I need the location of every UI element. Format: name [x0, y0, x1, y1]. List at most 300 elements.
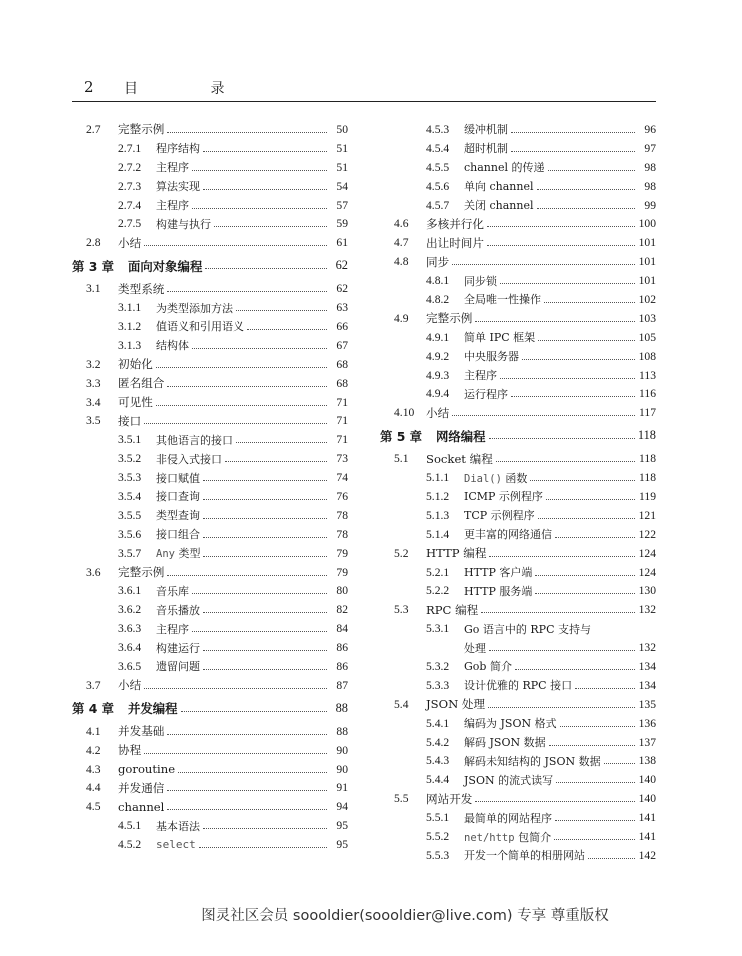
toc-leader-dots	[167, 734, 327, 735]
toc-entry-number: 4.5.7	[426, 198, 450, 212]
toc-entry	[72, 298, 348, 317]
toc-page-number: 76	[336, 489, 348, 503]
toc-entry-title: 缓冲机制	[464, 123, 508, 137]
toc-entry	[72, 506, 348, 525]
toc-page-number: 86	[336, 641, 348, 655]
toc-leader-dots	[203, 669, 327, 670]
toc-entry-title: 基本语法	[156, 819, 200, 833]
toc-entry-title: 解码 JSON 数据	[464, 736, 546, 750]
toc-entry-title: 遗留问题	[156, 660, 200, 674]
toc-page-number: 135	[638, 697, 656, 711]
toc-page-number: 113	[639, 368, 656, 382]
toc-entry-title: Dial() 函数	[464, 471, 528, 485]
toc-leader-dots	[489, 650, 635, 651]
toc-entry-title: 为类型添加方法	[156, 301, 233, 315]
toc-page-number: 140	[638, 773, 656, 787]
toc-entry-number: 3.5.6	[118, 527, 142, 541]
toc-entry-number: 第 3 章	[72, 258, 115, 274]
toc-entry-number: 2.7.5	[118, 217, 142, 231]
toc-entry-title: 开发一个简单的相册网站	[464, 849, 585, 863]
toc-leader-dots	[530, 480, 635, 481]
toc-leader-dots	[538, 518, 635, 519]
toc-entry-number: 4.9.1	[426, 330, 450, 344]
toc-leader-dots	[167, 809, 327, 810]
toc-chapter-entry	[72, 252, 348, 279]
toc-entry-number: 5.3.3	[426, 678, 450, 692]
toc-page-number: 117	[639, 406, 656, 420]
toc-entry-number: 3.3	[86, 376, 101, 390]
toc-entry	[380, 770, 656, 789]
toc-entry-title: 编码为 JSON 格式	[464, 717, 557, 731]
toc-page-number: 50	[336, 122, 348, 136]
toc-entry-title: 多核并行化	[426, 216, 484, 231]
footer-watermark: 图灵社区会员 soooldier(soooldier@live.com) 专享 尊重版权	[201, 908, 609, 924]
toc-entry-title: 类型查询	[156, 509, 200, 523]
toc-entry-number: 3.5.3	[118, 471, 142, 485]
toc-entry-title: 类型系统	[118, 281, 165, 296]
toc-entry-title: 主程序	[156, 199, 189, 212]
toc-entry-number: 4.2	[86, 743, 101, 757]
toc-entry-title: goroutine	[118, 762, 176, 777]
toc-leader-dots	[475, 801, 635, 802]
toc-entry-title: 出让时间片	[426, 235, 484, 250]
toc-entry-number: 4.5.2	[118, 838, 142, 852]
toc-entry-number: 5.3	[394, 603, 409, 617]
toc-entry-number: 5.3.2	[426, 659, 450, 673]
toc-page-number: 59	[336, 217, 348, 231]
toc-entry-title: 匿名组合	[118, 376, 165, 391]
toc-entry	[380, 808, 656, 827]
toc-page-number: 62	[335, 258, 348, 273]
toc-entry-number: 4.9.3	[426, 368, 450, 382]
toc-entry-title: 小结	[118, 235, 142, 250]
toc-entry	[380, 563, 656, 582]
toc-page-number: 95	[336, 838, 348, 852]
toc-page-number: 97	[644, 141, 656, 155]
toc-entry	[72, 722, 348, 741]
toc-leader-dots	[167, 575, 327, 576]
toc-leader-dots	[452, 264, 635, 265]
toc-entry	[72, 430, 348, 449]
toc-entry-title: ICMP 示例程序	[464, 490, 543, 504]
toc-entry-title: 网络编程	[436, 428, 486, 444]
toc-entry-number: 5.4.4	[426, 773, 450, 787]
toc-page-number: 119	[639, 489, 656, 503]
toc-entry	[72, 449, 348, 468]
toc-entry-number: 2.7.3	[118, 179, 142, 193]
toc-entry-number: 4.8.1	[426, 274, 450, 288]
toc-entry-number: 4.10	[394, 406, 415, 420]
toc-entry-title: HTTP 服务端	[464, 584, 533, 598]
toc-entry-number: 4.5.3	[426, 122, 450, 136]
toc-page-number: 73	[336, 452, 348, 466]
toc-page-number: 105	[638, 330, 656, 344]
toc-entry	[380, 827, 656, 846]
toc-entry-title: channel 的传递	[464, 161, 545, 175]
toc-page-number: 142	[638, 848, 656, 862]
toc-leader-dots	[203, 650, 327, 651]
toc-leader-dots	[203, 518, 327, 519]
toc-leader-dots	[156, 405, 327, 406]
toc-entry-number: 3.1	[86, 282, 101, 296]
toc-page-number: 78	[336, 508, 348, 522]
toc-page-number: 138	[638, 754, 656, 768]
toc-entry-number: 3.6.2	[118, 603, 142, 617]
toc-entry	[380, 384, 656, 403]
toc-entry	[380, 676, 656, 695]
toc-entry-title: 简单 IPC 框架	[464, 331, 536, 345]
toc-entry-title: 构建与执行	[156, 217, 211, 231]
toc-page-number: 80	[336, 584, 348, 598]
toc-page-number: 101	[638, 274, 656, 288]
toc-entry	[380, 733, 656, 752]
toc-leader-dots	[588, 858, 635, 859]
toc-page-number: 90	[336, 743, 348, 757]
toc-entry-number: 4.9.2	[426, 349, 450, 363]
toc-entry-title: 单向 channel	[464, 180, 534, 194]
toc-entry	[72, 600, 348, 619]
toc-chapter-entry	[380, 422, 656, 449]
toc-entry-title: 值语义和引用语义	[156, 320, 244, 334]
toc-entry	[380, 366, 656, 385]
toc-entry	[72, 525, 348, 544]
toc-entry-title: 全局唯一性操作	[464, 293, 541, 307]
toc-leader-dots	[535, 575, 635, 576]
toc-entry-number: 4.9	[394, 311, 409, 325]
toc-page-number: 122	[638, 527, 656, 541]
toc-entry	[72, 741, 348, 760]
toc-entry-title: Socket 编程	[426, 451, 493, 466]
toc-page-number: 132	[638, 603, 656, 617]
toc-entry	[72, 139, 348, 158]
toc-entry-number: 3.6.1	[118, 584, 142, 598]
toc-entry	[72, 638, 348, 657]
toc-entry-number: 5.1.2	[426, 489, 450, 503]
toc-entry	[380, 525, 656, 544]
toc-entry-number: 4.5.4	[426, 141, 450, 155]
toc-leader-dots	[556, 782, 635, 783]
toc-entry	[380, 271, 656, 290]
toc-entry-number: 3.5.2	[118, 452, 142, 466]
toc-leader-dots	[236, 310, 327, 311]
toc-left-column	[72, 120, 348, 854]
toc-page-number: 98	[644, 160, 656, 174]
toc-entry-title: 完整示例	[118, 565, 165, 580]
toc-leader-dots	[560, 726, 635, 727]
toc-entry-title: 非侵入式接口	[156, 452, 222, 466]
toc-entry-number: 5.5.2	[426, 830, 450, 843]
toc-leader-dots	[488, 707, 635, 708]
toc-entry-number: 5.1.3	[426, 508, 450, 522]
toc-leader-dots	[522, 359, 635, 360]
toc-entry-title: 可见性	[118, 395, 153, 410]
toc-page-number: 90	[336, 762, 348, 776]
toc-entry	[380, 449, 656, 468]
page-header	[72, 78, 656, 100]
toc-leader-dots	[555, 537, 635, 538]
toc-leader-dots	[225, 461, 327, 462]
toc-leader-dots	[167, 132, 327, 133]
toc-page-number: 82	[336, 603, 348, 617]
toc-page-number: 141	[638, 830, 656, 843]
toc-entry	[72, 233, 348, 252]
toc-entry-title: 设计优雅的 RPC 接口	[464, 679, 573, 693]
toc-entry-title: 小结	[118, 678, 142, 693]
toc-page-number: 71	[336, 433, 348, 447]
toc-entry	[380, 638, 656, 657]
toc-entry-number: 3.5.1	[118, 433, 142, 447]
toc-page-number: 124	[638, 565, 656, 579]
toc-entry-number: 5.1.4	[426, 527, 450, 541]
toc-page-number: 66	[336, 319, 348, 333]
toc-leader-dots	[199, 847, 327, 848]
toc-entry	[72, 760, 348, 779]
toc-leader-dots	[538, 340, 635, 341]
toc-entry-title: HTTP 客户端	[464, 566, 533, 580]
toc-entry-number: 第 5 章	[380, 428, 423, 444]
toc-entry	[380, 600, 656, 619]
header-rule	[72, 101, 656, 102]
toc-entry-number: 4.5	[86, 800, 101, 814]
toc-entry-title: Go 语言中的 RPC 支持与	[464, 622, 591, 636]
toc-entry-number: 4.4	[86, 781, 101, 795]
toc-entry-number: 5.5	[394, 792, 409, 806]
toc-page-number: 141	[638, 811, 656, 825]
toc-entry	[380, 214, 656, 233]
toc-entry-title: net/http 包简介	[464, 830, 552, 844]
toc-page-number: 51	[336, 141, 348, 155]
toc-entry-title: 接口赋值	[156, 471, 200, 485]
toc-leader-dots	[144, 245, 327, 246]
toc-entry	[380, 752, 656, 771]
toc-leader-dots	[144, 688, 327, 689]
toc-page-number: 79	[336, 546, 348, 560]
toc-leader-dots	[511, 151, 635, 152]
toc-leader-dots	[548, 170, 636, 171]
toc-entry	[380, 487, 656, 506]
toc-leader-dots	[487, 226, 635, 227]
toc-entry-title: 结构体	[156, 339, 189, 353]
toc-page-number: 68	[336, 376, 348, 390]
toc-leader-dots	[546, 499, 635, 500]
toc-entry-number: 3.6.4	[118, 641, 142, 655]
toc-entry	[72, 657, 348, 676]
toc-page-number: 62	[336, 282, 348, 296]
toc-page-number: 103	[638, 311, 656, 325]
toc-page-number: 94	[336, 800, 348, 814]
toc-page-number: 98	[644, 179, 656, 193]
toc-entry-title: 音乐库	[156, 584, 189, 598]
toc-entry	[72, 676, 348, 695]
toc-entry	[380, 158, 656, 177]
header-title: 目 录	[124, 81, 259, 97]
toc-page-number: 101	[638, 236, 656, 250]
toc-entry-title: 小结	[426, 405, 450, 420]
toc-page-number: 71	[336, 395, 348, 409]
toc-entry-number: 2.7	[86, 122, 101, 136]
toc-entry-number: 4.3	[86, 762, 101, 776]
toc-leader-dots	[203, 480, 327, 481]
toc-leader-dots	[475, 321, 635, 322]
toc-leader-dots	[167, 291, 327, 292]
toc-entry-title: RPC 编程	[426, 602, 479, 617]
toc-leader-dots	[496, 461, 635, 462]
toc-page-number: 121	[638, 508, 656, 522]
toc-entry-number: 4.9.4	[426, 387, 450, 401]
toc-entry-title: 初始化	[118, 357, 153, 372]
toc-leader-dots	[500, 378, 635, 379]
toc-leader-dots	[192, 593, 327, 594]
toc-entry-number: 3.6	[86, 565, 101, 579]
page-number: 2	[84, 78, 94, 96]
toc-entry-title: 关闭 channel	[464, 199, 534, 212]
toc-entry	[72, 779, 348, 798]
toc-entry-number: 3.1.2	[118, 319, 142, 333]
toc-leader-dots	[203, 828, 327, 829]
toc-leader-dots	[555, 820, 635, 821]
toc-entry	[72, 374, 348, 393]
toc-entry-title: 接口	[118, 413, 142, 428]
toc-entry-title: 完整示例	[118, 122, 165, 137]
toc-entry-number: 4.7	[394, 236, 409, 250]
toc-entry-number: 5.3.1	[426, 622, 450, 636]
toc-entry-title: 协程	[118, 743, 142, 758]
toc-entry-number: 5.5.3	[426, 848, 450, 862]
toc-entry-number: 4.5.1	[118, 819, 142, 833]
toc-leader-dots	[192, 348, 327, 349]
toc-entry	[380, 403, 656, 422]
toc-page-number: 101	[638, 255, 656, 269]
toc-leader-dots	[537, 208, 636, 209]
toc-entry-number: 5.5.1	[426, 811, 450, 825]
toc-entry	[72, 120, 348, 139]
toc-page-number: 86	[336, 659, 348, 673]
toc-leader-dots	[192, 208, 327, 209]
toc-entry-number: 3.6.5	[118, 659, 142, 673]
toc-page-number: 74	[336, 471, 348, 485]
toc-entry-number: 4.1	[86, 724, 101, 738]
toc-leader-dots	[144, 423, 327, 424]
toc-leader-dots	[452, 415, 635, 416]
toc-leader-dots	[489, 438, 635, 439]
toc-page-number: 116	[639, 387, 656, 401]
toc-entry	[380, 619, 656, 638]
toc-page-number: 132	[638, 641, 656, 655]
toc-right-column	[380, 120, 656, 865]
toc-entry-number: 3.6.3	[118, 622, 142, 636]
toc-entry-title: 更丰富的网络通信	[464, 528, 552, 542]
toc-leader-dots	[167, 790, 327, 791]
toc-entry-title: 接口查询	[156, 490, 200, 504]
toc-entry	[72, 468, 348, 487]
toc-entry	[380, 290, 656, 309]
toc-page-number: 79	[336, 565, 348, 579]
toc-leader-dots	[544, 302, 635, 303]
toc-entry-title: 程序结构	[156, 142, 200, 156]
toc-leader-dots	[156, 367, 327, 368]
toc-page-number: 134	[638, 678, 656, 692]
toc-entry-title: Any 类型	[156, 547, 201, 561]
toc-entry-title: 音乐播放	[156, 603, 200, 617]
toc-entry-number: 4.5.6	[426, 179, 450, 193]
toc-leader-dots	[203, 499, 327, 500]
toc-entry-title: 面向对象编程	[128, 258, 203, 274]
toc-entry	[380, 506, 656, 525]
toc-entry	[72, 581, 348, 600]
toc-leader-dots	[549, 745, 635, 746]
toc-page-number: 91	[336, 781, 348, 795]
toc-page-number: 124	[638, 546, 656, 560]
toc-entry	[72, 544, 348, 563]
toc-entry-number: 5.1	[394, 452, 409, 466]
toc-leader-dots	[203, 537, 327, 538]
toc-entry-title: JSON 的流式读写	[464, 773, 554, 787]
toc-entry-number: 3.5.4	[118, 489, 142, 503]
toc-page-number: 108	[638, 349, 656, 363]
toc-entry-number: 5.4.1	[426, 716, 450, 730]
toc-leader-dots	[500, 283, 635, 284]
toc-entry-title: 同步锁	[464, 274, 497, 288]
toc-entry	[380, 196, 656, 215]
toc-entry-number: 3.1.1	[118, 301, 142, 315]
toc-page-number: 136	[638, 716, 656, 730]
toc-leader-dots	[203, 556, 327, 557]
toc-page-number: 137	[638, 735, 656, 749]
toc-entry-title: 构建运行	[156, 641, 200, 655]
toc-entry-title: 主程序	[156, 622, 189, 636]
toc-page-number: 88	[335, 700, 348, 715]
toc-entry-number: 第 4 章	[72, 701, 115, 717]
toc-leader-dots	[192, 631, 327, 632]
toc-entry	[72, 177, 348, 196]
toc-page-number: 84	[336, 622, 348, 636]
toc-entry-number: 3.5.7	[118, 546, 142, 560]
toc-page-number: 87	[336, 678, 348, 692]
toc-page-number: 51	[336, 160, 348, 174]
toc-entry-number: 3.5	[86, 414, 101, 428]
toc-page-number: 118	[639, 452, 656, 466]
toc-entry	[380, 177, 656, 196]
toc-entry	[72, 279, 348, 298]
toc-entry	[72, 158, 348, 177]
toc-entry-title: 运行程序	[464, 387, 508, 401]
toc-entry-title: 网站开发	[426, 791, 473, 806]
toc-chapter-entry	[72, 695, 348, 722]
toc-entry	[380, 120, 656, 139]
toc-leader-dots	[178, 772, 327, 773]
toc-entry	[380, 714, 656, 733]
toc-page-number: 102	[638, 292, 656, 306]
toc-entry-title: 并发通信	[118, 780, 165, 795]
toc-entry-title: Gob 简介	[464, 660, 512, 674]
toc-page-number: 68	[336, 357, 348, 371]
toc-entry	[72, 336, 348, 355]
toc-leader-dots	[236, 442, 327, 443]
toc-page-number: 67	[336, 338, 348, 352]
toc-entry	[72, 487, 348, 506]
toc-entry-title: 主程序	[464, 369, 497, 383]
toc-entry-title: HTTP 编程	[426, 546, 487, 561]
toc-entry	[72, 196, 348, 215]
toc-entry	[380, 695, 656, 714]
toc-entry-title: JSON 处理	[426, 697, 486, 712]
toc-leader-dots	[511, 396, 635, 397]
toc-entry-title: 解码未知结构的 JSON 数据	[464, 754, 601, 768]
toc-leader-dots	[487, 245, 635, 246]
toc-entry	[380, 544, 656, 563]
toc-entry-title: 其他语言的接口	[156, 433, 233, 447]
toc-page-number: 100	[638, 217, 656, 231]
